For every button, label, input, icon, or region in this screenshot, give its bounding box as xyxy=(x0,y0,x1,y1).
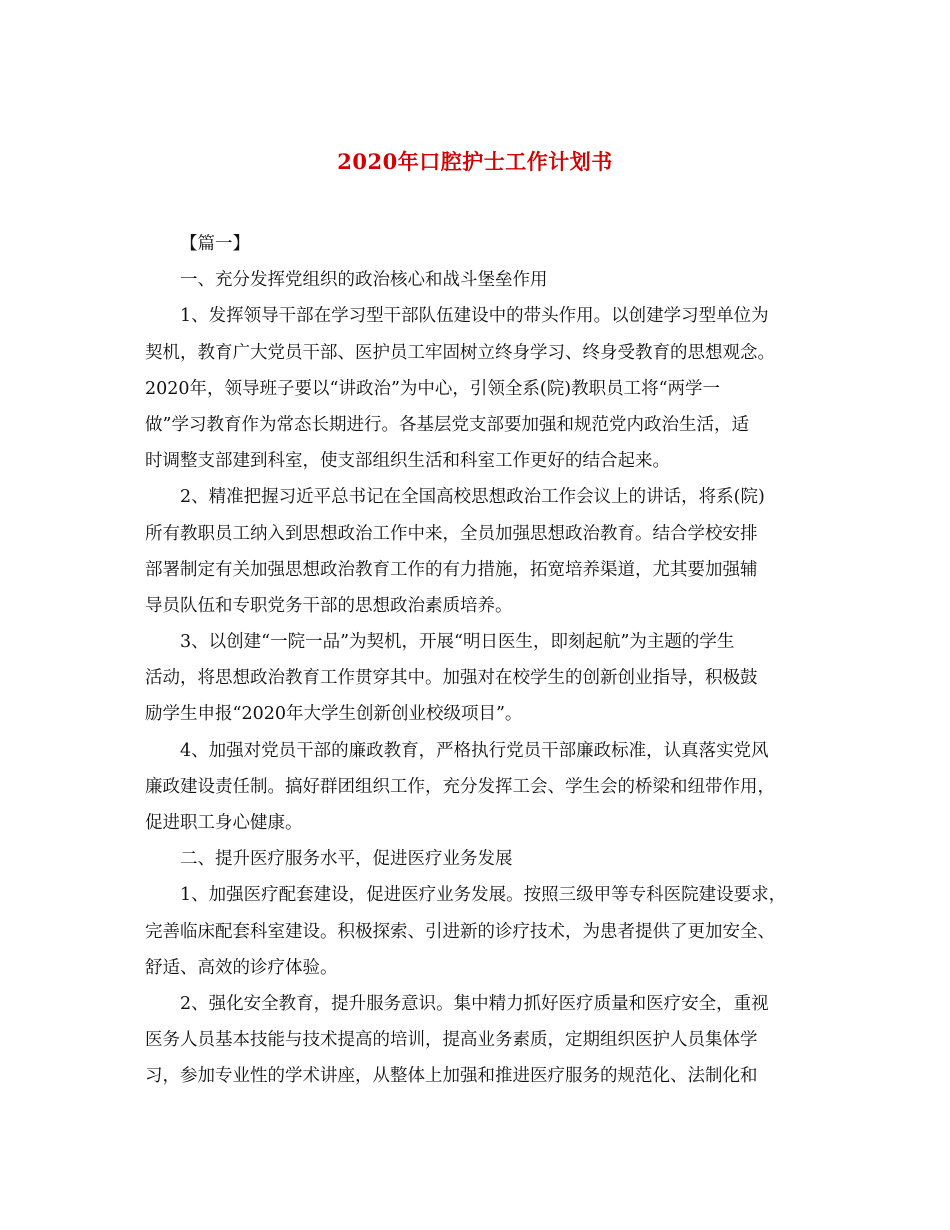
document-body xyxy=(145,226,820,1095)
document-title: 2020年口腔护士工作计划书 xyxy=(337,149,613,174)
paragraph-line: 励学生申报“2020年大学生创新创业校级项目”。 xyxy=(145,704,523,725)
paragraph-line: 活动，将思想政治教育工作贯穿其中。加强对在校学生的创新创业指导，积极鼓 xyxy=(145,668,758,689)
paragraph-line: 习，参加专业性的学术讲座，从整体上加强和推进医疗服务的规范化、法制化和 xyxy=(145,1066,758,1087)
paragraph-line: 4、加强对党员干部的廉政教育，严格执行党员干部廉政标准，认真落实党风 xyxy=(180,740,769,761)
paragraph-line: 2、精准把握习近平总书记在全国高校思想政治工作会议上的讲话，将系(院) xyxy=(180,487,765,508)
paragraph-line: 导员队伍和专职党务干部的思想政治素质培养。 xyxy=(145,595,513,616)
paragraph-line: 做”学习教育作为常态长期进行。各基层党支部要加强和规范党内政治生活，适 xyxy=(145,414,749,435)
paragraph-line: 3、以创建“一院一品”为契机，开展“明日医生，即刻起航”为主题的学生 xyxy=(180,632,735,653)
paragraph-line: 1、发挥领导干部在学习型干部队伍建设中的带头作用。以创建学习型单位为 xyxy=(180,306,769,327)
paragraph-line: 契机，教育广大党员干部、医护员工牢固树立终身学习、终身受教育的思想观念。 xyxy=(145,342,775,363)
section-label: 【篇一】 xyxy=(180,234,250,254)
paragraph-line: 所有教职员工纳入到思想政治工作中来，全员加强思想政治教育。结合学校安排 xyxy=(145,523,758,544)
paragraph-line: 时调整支部建到科室，使支部组织生活和科室工作更好的结合起来。 xyxy=(145,451,670,472)
paragraph-line: 医务人员基本技能与技术提高的培训，提高业务素质，定期组织医护人员集体学 xyxy=(145,1030,758,1051)
paragraph-line: 促进职工身心健康。 xyxy=(145,813,303,833)
paragraph-line: 部署制定有关加强思想政治教育工作的有力措施，拓宽培养渠道，尤其要加强辅 xyxy=(145,559,758,580)
paragraph-line: 2020年，领导班子要以“讲政治”为中心，引领全系(院)教职员工将“两学一 xyxy=(145,378,721,399)
section-heading: 一、充分发挥党组织的政治核心和战斗堡垒作用 xyxy=(180,270,548,291)
paragraph-line: 2、强化安全教育，提升服务意识。集中精力抓好医疗质量和医疗安全，重视 xyxy=(180,993,769,1014)
paragraph-line: 廉政建设责任制。搞好群团组织工作，充分发挥工会、学生会的桥梁和纽带作用， xyxy=(145,776,775,797)
section-heading: 二、提升医疗服务水平，促进医疗业务发展 xyxy=(180,849,513,870)
paragraph-line: 完善临床配套科室建设。积极探索、引进新的诊疗技术，为患者提供了更加安全、 xyxy=(145,921,775,942)
paragraph-line: 舒适、高效的诊疗体验。 xyxy=(145,957,338,978)
paragraph-line: 1、加强医疗配套建设，促进医疗业务发展。按照三级甲等专科医院建设要求， xyxy=(180,885,787,906)
